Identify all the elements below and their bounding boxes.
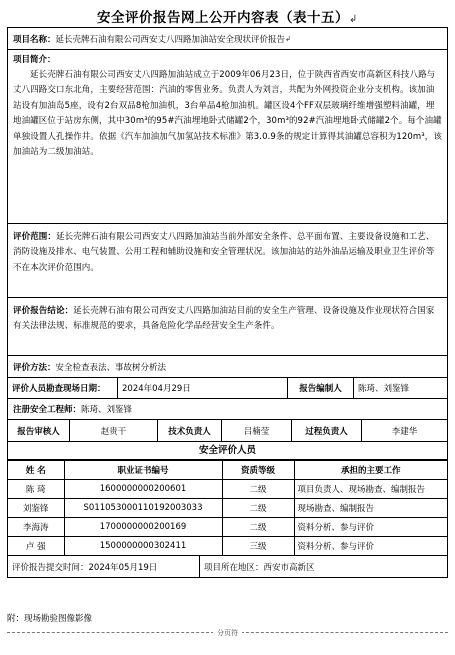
table-row xyxy=(8,480,447,499)
page-break-marker: 分页符 xyxy=(0,628,455,638)
staff-header-duty: 承担的主要工作 xyxy=(294,461,447,480)
survey-date-label: 评价人员勘查现场日期： xyxy=(8,378,118,398)
process-lead-label: 过程负责人 xyxy=(292,420,362,441)
staff-duty: 项目负责人、现场勘查、编制报告 xyxy=(294,480,447,499)
staff-section-title: 安全评价人员 xyxy=(8,442,447,460)
staff-header-row xyxy=(8,461,447,480)
engineer-label: 注册安全工程师： xyxy=(13,405,82,415)
staff-cert: 1700000000200169 xyxy=(64,518,222,537)
project-intro-row xyxy=(8,50,447,224)
engineer-value: 陈琦、刘鉴锋 xyxy=(81,405,133,415)
project-name-label: 项目名称： xyxy=(13,34,56,45)
eval-scope-paragraph xyxy=(13,230,442,276)
project-intro-label: 项目简介： xyxy=(13,55,56,65)
disclosure-form xyxy=(7,27,448,578)
eval-scope-text: 延长壳牌石油有限公司西安丈八四路加油站当前外部安全条件、总平面布置、主要设备设施和工艺、消防设施及排水、电气装置、公用工程和辅助设施和安全管理状况。该加油站的站外油品运输及职业卫生评价等不在本次评价范围内。 xyxy=(13,232,435,273)
staff-duty: 资料分析、参与评价 xyxy=(294,518,447,537)
staff-name: 李海涛 xyxy=(8,518,64,537)
location-value: 西安市高新区 xyxy=(263,562,315,573)
staff-header-name: 姓 名 xyxy=(8,461,64,480)
table-row xyxy=(8,518,447,537)
staff-duty: 资料分析、参与评价 xyxy=(294,537,447,556)
auditor-value: 赵贵干 xyxy=(70,420,158,441)
location-label: 项目所在地区： xyxy=(204,562,264,573)
reviewers-row xyxy=(8,420,447,442)
eval-scope-row xyxy=(8,224,447,298)
staff-section xyxy=(8,442,447,556)
process-lead-value: 李建华 xyxy=(391,426,418,437)
project-name-row: 项目名称： 延长壳牌石油有限公司西安丈八四路加油站安全现状评价报告 ↲ xyxy=(8,28,447,50)
tech-lead-label: 技术负责人 xyxy=(158,420,222,441)
submit-date-label: 评价报告提交时间： xyxy=(12,562,89,573)
eval-conclusion-label: 评价报告结论： xyxy=(13,306,74,316)
survey-date-value: 2024年04月29日 xyxy=(118,378,288,398)
tech-lead-value: 吕楠莹 xyxy=(222,420,292,441)
eval-method-label: 评价方法： xyxy=(13,362,56,373)
staff-cert: 1500000000302411 xyxy=(64,537,222,556)
staff-cert: S011053000110192003033 xyxy=(64,499,222,518)
location-cell xyxy=(200,556,447,577)
auditor-label: 报告审核人 xyxy=(8,420,70,441)
staff-level: 二级 xyxy=(222,499,294,518)
eval-conclusion-paragraph xyxy=(13,304,442,335)
staff-cert: 1600000000200601 xyxy=(64,480,222,499)
report-writer-value: 陈琦、刘鉴锋 xyxy=(358,384,410,394)
staff-level: 三级 xyxy=(222,537,294,556)
staff-level: 二级 xyxy=(222,518,294,537)
engineer-row xyxy=(8,399,447,420)
eval-method-value: 安全检查表法、事故树分析法 xyxy=(55,362,167,373)
eval-scope-label: 评价范围： xyxy=(13,232,57,242)
staff-name: 陈 琦 xyxy=(8,480,64,499)
eval-method-row xyxy=(8,356,447,378)
staff-name: 刘鉴锋 xyxy=(8,499,64,518)
staff-header-level: 资质等级 xyxy=(222,461,294,480)
table-row xyxy=(8,537,447,556)
submit-date-value: 2024年05月19日 xyxy=(88,562,158,573)
submit-date-cell xyxy=(8,556,200,577)
staff-name: 卢 强 xyxy=(8,537,64,556)
eval-conclusion-text: 延长壳牌石油有限公司西安丈八四路加油站目前的安全生产管理、设备设施及作业现状符合国家有关法律法规、标准规范的要求，具备危险化学品经营安全生产条件。 xyxy=(13,306,435,332)
project-name-value: 延长壳牌石油有限公司西安丈八四路加油站安全现状评价报告 xyxy=(55,34,286,45)
attachment-note: 附：现场勘验图像影像 xyxy=(7,614,93,624)
report-writer-label: 报告编制人 xyxy=(288,378,354,398)
table-row xyxy=(8,499,447,518)
staff-table xyxy=(8,460,447,555)
submit-row xyxy=(8,556,447,577)
staff-duty: 现场勘查、编制报告 xyxy=(294,499,447,518)
project-intro-text: 延长壳牌石油有限公司西安丈八四路加油站成立于2009年06月23日，位于陕西省西安市高新区科技八路与丈八四路交口东北角，主要经营范围：汽油的零售业务。负责人为刘言，共配为外网投资企业分支机构。该加油站设有加油岛5座，设有2台双品8枪加油机，3台单品4枪加油机。罐区设4个FF双层玻璃纤维增强塑料油罐，埋地油罐区位于站房东侧，其中30m³的95#汽油埋地卧式储罐2个，30m³的92#汽油埋地卧式储罐2个。每个油罐单独设置人孔操作井。依据《汽车加油加气加氢站技术标准》第3.0.9条的规定计算得其油罐总容积为120m³，该加油站为二级加油站。 xyxy=(13,70,442,158)
page-title: 安全评价报告网上公开内容表（表十五）↲ xyxy=(97,10,358,26)
survey-row xyxy=(8,378,447,399)
eval-conclusion-row xyxy=(8,298,447,356)
staff-header-cert: 职业证书编号 xyxy=(64,461,222,480)
staff-level: 二级 xyxy=(222,480,294,499)
